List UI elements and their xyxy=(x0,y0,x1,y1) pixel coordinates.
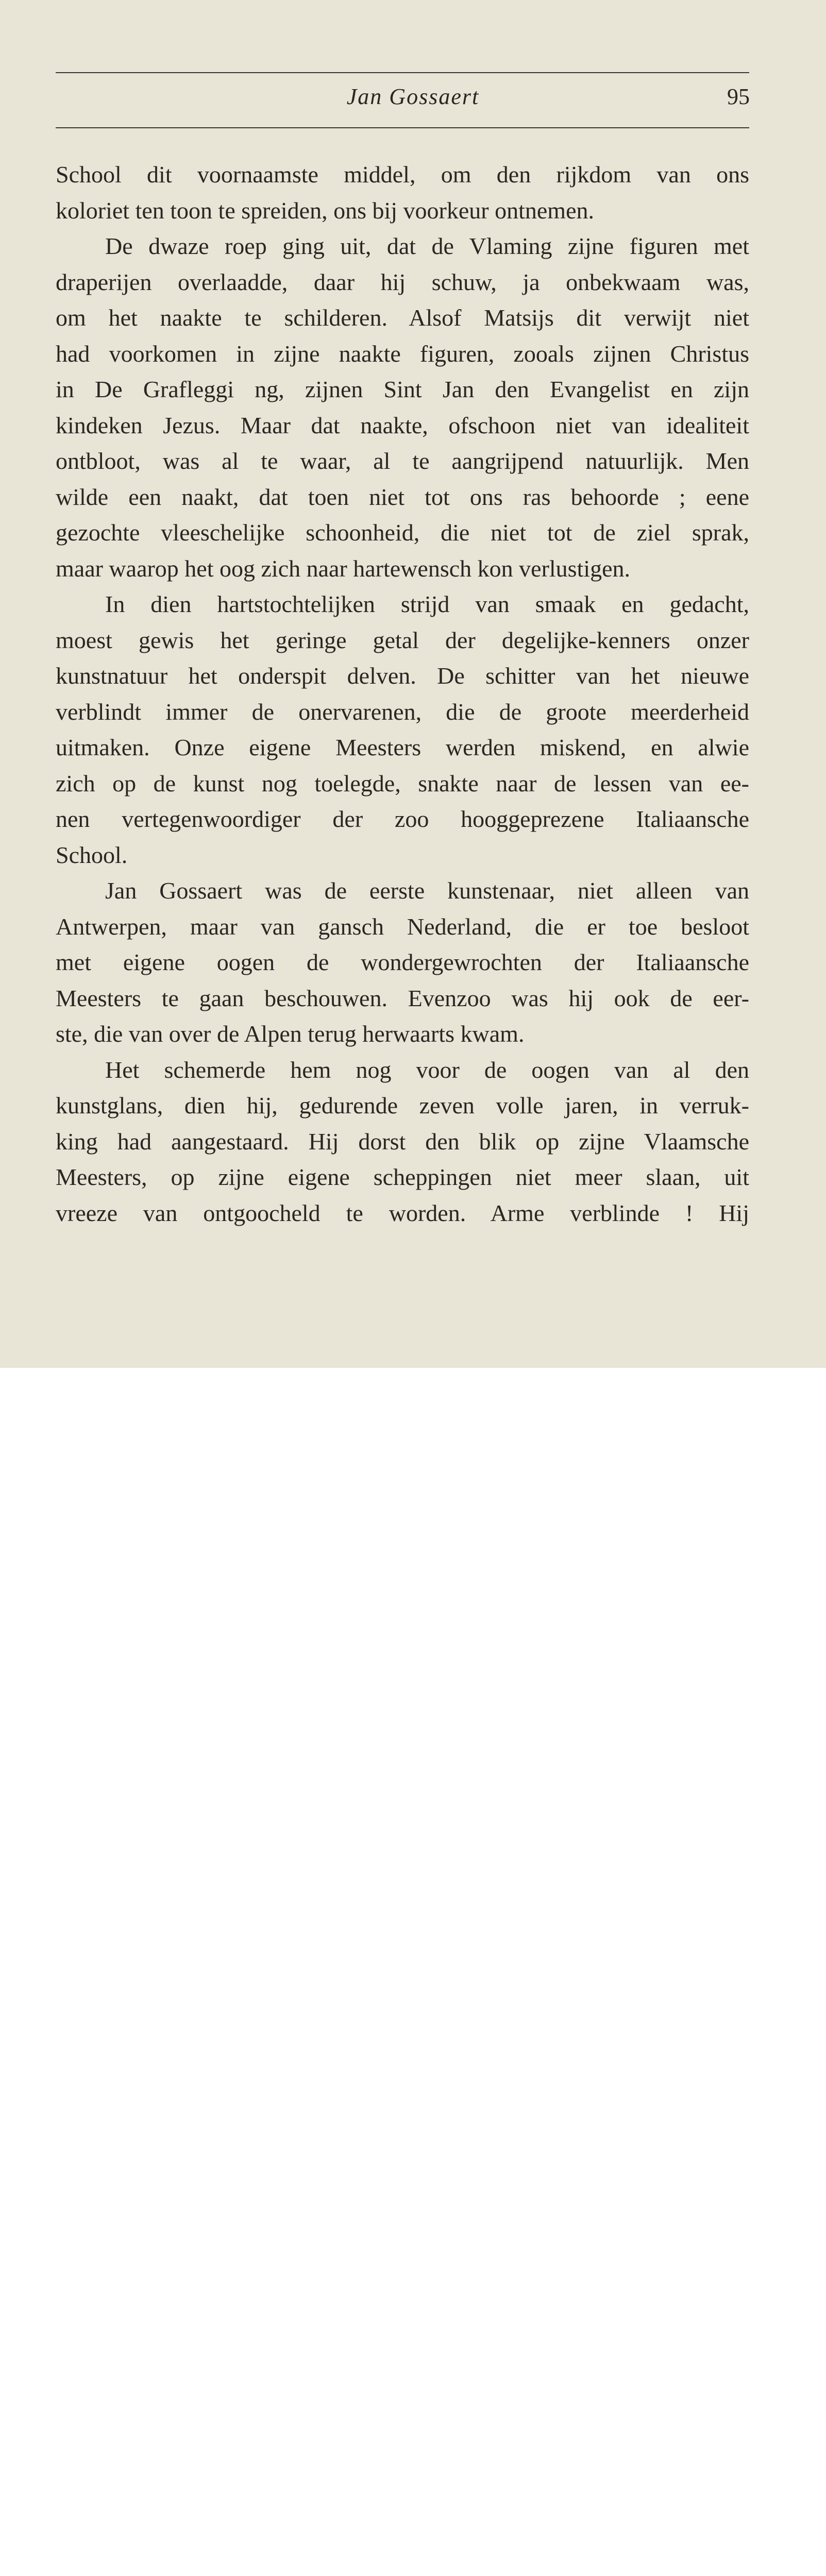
header-bottom-rule xyxy=(56,127,749,128)
text-line: gezochte vleeschelijke schoonheid, die niet tot de ziel sprak, xyxy=(56,519,749,546)
text-line: School dit voornaamste middel, om den rijkdom van ons xyxy=(56,161,749,188)
text-line: moest gewis het geringe getal der degelijke-kenners onzer xyxy=(56,626,749,653)
text-line: In dien hartstochtelijken strijd van smaak en gedacht, xyxy=(105,591,749,617)
text-line: draperijen overlaadde, daar hij schuw, ja onbekwaam was, xyxy=(56,268,749,295)
text-line: uitmaken. Onze eigene Meesters werden miskend, en alwie xyxy=(56,734,749,760)
text-line: School. xyxy=(56,841,128,868)
text-line: vreeze van ontgoocheld te worden. Arme verblinde ! Hij xyxy=(56,1199,749,1226)
text-line: Antwerpen, maar van gansch Nederland, die er toe besloot xyxy=(56,913,749,940)
text-line: zich op de kunst nog toelegde, snakte naar de lessen van ee- xyxy=(56,770,749,796)
text-line: ontbloot, was al te waar, al te aangrijpend natuurlijk. Men xyxy=(56,448,749,474)
header-top-rule xyxy=(56,72,749,73)
digitization-footer xyxy=(0,1368,826,1442)
text-line: ste, die van over de Alpen terug herwaarts kwam. xyxy=(56,1021,525,1047)
text-line: koloriet ten toon te spreiden, ons bij voorkeur ontnemen. xyxy=(56,197,594,224)
text-line: king had aangestaard. Hij dorst den blik op zijne Vlaamsche xyxy=(56,1128,749,1155)
text-line: Jan Gossaert was de eerste kunstenaar, niet alleen van xyxy=(105,877,749,904)
running-header-title: Jan Gossaert xyxy=(346,84,480,109)
body-text xyxy=(56,157,749,1231)
text-line: kindeken Jezus. Maar dat naakte, ofschoon niet van idealiteit xyxy=(56,412,749,438)
text-line: nen vertegenwoordiger der zoo hooggeprezene Italiaansche xyxy=(56,806,749,832)
text-line: Het schemerde hem nog voor de oogen van al den xyxy=(105,1056,749,1083)
text-line: had voorkomen in zijne naakte figuren, zooals zijnen Christus xyxy=(56,340,749,367)
text-line: in De Grafleggi ng, zijnen Sint Jan den Evangelist en zijn xyxy=(56,376,749,402)
text-line: met eigene oogen de wondergewrochten der Italiaansche xyxy=(56,949,749,975)
text-line: maar waarop het oog zich naar hartewensch kon verlustigen. xyxy=(56,555,631,582)
text-line: Meesters, op zijne eigene scheppingen niet meer slaan, uit xyxy=(56,1164,749,1190)
text-line: wilde een naakt, dat toen niet tot ons ras behoorde ; eene xyxy=(56,483,749,510)
text-line: Meesters te gaan beschouwen. Evenzoo was hij ook de eer- xyxy=(56,985,749,1011)
text-line: kunstnatuur het onderspit delven. De schitter van het nieuwe xyxy=(56,663,749,689)
text-line: verblindt immer de onervarenen, die de groote meerderheid xyxy=(56,698,749,725)
text-line: De dwaze roep ging uit, dat de Vlaming zijne figuren met xyxy=(105,233,749,259)
page-number: 95 xyxy=(727,84,750,109)
text-line: om het naakte te schilderen. Alsof Matsijs dit verwijt niet xyxy=(56,304,749,331)
text-line: kunstglans, dien hij, gedurende zeven volle jaren, in verruk- xyxy=(56,1092,749,1118)
